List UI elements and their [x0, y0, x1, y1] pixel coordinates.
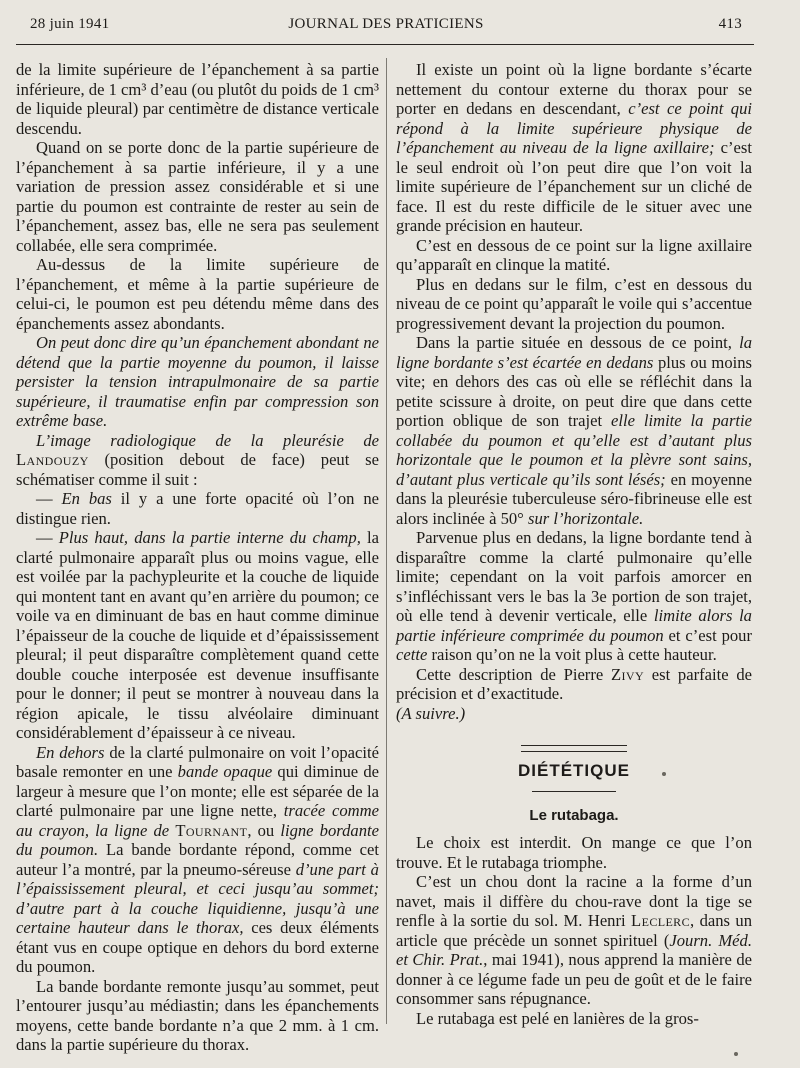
section-title: DIÉTÉTIQUE	[517, 761, 630, 780]
paragraph: C’est en dessous de ce point sur la ligne axillaire qu’apparaît en clinque la matité.	[396, 235, 752, 274]
italic-text: elle limite la partie collabée du poumon et qu’elle est d’autant plus horizontale que le poumon et la plèvre sont sains, d’autant plus verticale qu’ils sont lésés;	[396, 411, 753, 489]
text: de la clarté pulmonaire on voit l’opacité basale remonter en une	[16, 742, 379, 781]
italic-text: tracée comme au crayon, la ligne de	[16, 801, 379, 840]
paragraph	[16, 528, 379, 743]
italic-text: d’une part à l’épaississement pleural, et ceci jusqu’au sommet; d’autre part à la couche liquidienne, jusqu’à une certaine hauteur dans le thorax,	[16, 859, 379, 937]
italic-text: (A suivre.)	[396, 703, 466, 723]
text: qui diminue de largeur à mesure que l’on monte; elle est séparée de la clarté pulmonaire par une ligne nette,	[16, 762, 379, 820]
section-heading-block	[396, 745, 752, 825]
header-page-number: 413	[718, 16, 742, 32]
header-rule	[16, 44, 754, 45]
italic-text: En dehors	[36, 742, 105, 762]
text: il y a une forte opacité où l’on ne distingue rien.	[16, 489, 379, 528]
article-title: Le rutabaga.	[529, 806, 619, 824]
text: est parfaite de précision et d’exactitude.	[396, 664, 752, 703]
paragraph: Plus en dedans sur le film, c’est en dessous du niveau de ce point qu’apparaît le voile qui s’accentue progressivement devant la projection du poumon.	[396, 274, 752, 333]
paragraph	[396, 665, 752, 704]
text: raison qu’on ne la voit plus à cette hauteur.	[427, 645, 717, 664]
text: C’est un chou dont la racine a la forme d’un navet, mais il diffère du chou-rave dont la tige se renfle à la sortie du sol. M. Henri	[396, 872, 752, 930]
paragraph: Le choix est interdit. On mange ce que l’on trouve. Et le rutabaga triomphe.	[396, 833, 752, 872]
paragraph: Au-dessus de la limite supérieure de l’épanchement, et même à la partie supérieure de celui-ci, le poumon est peu détendu même dans des épanchements assez abondants.	[16, 255, 379, 333]
text: Dans la partie située en dessous de ce point,	[416, 333, 740, 352]
text: (position debout de face) peut se schématiser comme il suit :	[16, 450, 379, 489]
italic-text: Journ. Méd. et Chir. Prat.	[396, 930, 752, 969]
header-journal-title: JOURNAL DES PRATICIENS	[288, 16, 484, 32]
text: Cette description de Pierre	[416, 664, 611, 684]
paragraph: La bande bordante remonte jusqu’au sommet, peut l’entourer jusqu’au médiastin; dans les épanchements moyens, cette bande bordante n’a que 2 mm. à 1 cm. dans la partie supérieure du thorax.	[16, 976, 379, 1054]
paragraph	[396, 60, 752, 236]
italic-text: ligne bordante du poumon.	[16, 820, 379, 859]
paragraph: de la limite supérieure de l’épanchement à sa partie inférieure, de 1 cm³ d’eau (ou plutôt du poids de 1 cm³ de liquide pleural) par centimètre de distance verticale descendu.	[16, 60, 379, 138]
column-divider	[386, 58, 387, 1024]
page-header	[30, 16, 742, 36]
paragraph	[396, 333, 752, 528]
text: plus ou moins vite; en dehors des cas où elle se réfléchit dans la petite scissure à droite, on peut dire que dans cette portion oblique de son trajet	[396, 352, 752, 430]
right-column	[396, 60, 752, 1028]
double-rule	[521, 745, 627, 752]
paragraph	[396, 528, 752, 665]
italic-text: cette	[396, 645, 428, 664]
text: ces deux éléments étant vus en coupe optique en dehors du bord externe du poumon.	[16, 918, 379, 976]
paragraph	[16, 138, 379, 255]
print-speck	[734, 1052, 738, 1056]
left-column	[16, 60, 379, 1055]
text: Il existe un point où la ligne bordante s’écarte nettement du contour externe du thorax pour se porter en dedans en descendant,	[396, 60, 752, 118]
text: —	[36, 528, 59, 547]
author-name: Tournant	[175, 820, 248, 840]
section-rule	[532, 791, 616, 792]
author-name: Landouzy	[16, 450, 89, 469]
text: —	[36, 489, 62, 508]
text: à 50°	[489, 508, 528, 528]
header-date: 28 juin 1941	[30, 16, 110, 32]
text: , dans un article que précède un sonnet spirituel (	[396, 911, 752, 950]
italic-text: En bas	[61, 489, 112, 508]
paragraph	[16, 743, 379, 977]
text: en moyenne dans la pleurésie tuberculeuse séro-fibrineuse elle est alors inclinée	[396, 469, 752, 528]
text: et c’est pour	[663, 625, 752, 645]
italic-text: sur l’horizontale.	[527, 508, 644, 528]
to-be-continued	[396, 704, 752, 724]
italic-text: limite alors la partie inférieure comprimée du poumon	[396, 606, 752, 645]
paragraph-text: Quand on se porte donc de la partie supérieure de l’épanchement à sa partie inférieure, il y a une variation de pression assez considérable et si une partie du poumon est contrainte de rester au sein de l’épanchement, assez bas, elle ne sera pas seulement collabée, elle sera comprimée.	[16, 138, 379, 255]
print-speck	[662, 772, 666, 776]
italic-text: On peut donc dire qu’un épanchement abondant ne détend que la partie moyenne du poumon, il laisse persister la tension intrapulmonaire de sa partie supérieure, il traumatise enfin par compression son extrême base.	[16, 333, 379, 430]
italic-text: L’image radiologique de la pleurésie de	[36, 430, 379, 450]
author-name: Zivy	[610, 664, 645, 684]
text: c’est le seul endroit où l’on peut dire que l’on voit la limite supérieure de l’épanchement sur un cliché de face. Il est du reste difficile de le situer avec une grande précision en hauteur.	[396, 138, 752, 235]
italic-text: c’est ce point qui répond à la limite supérieure physique de l’épanchement au niveau de la ligne axillaire;	[396, 99, 752, 157]
paragraph	[16, 431, 379, 490]
paragraph	[396, 872, 752, 1009]
text: la clarté pulmonaire apparaît plus ou moins vague, elle est voilée par la pachypleurite et la couche de liquide qui montent tant en avant qu’en arrière du poumon; ce voile va en diminuant de bas en haut comme diminue l’épaisseur de la couche de liquide et d’épaississement pleural; il peut disparaître complètement quand cette double couche interposée est devenue insuffisante pour le donner; il peut se montrer à nouveau dans la région apicale, le tissu alvéolaire diminuant considérablement d’épaisseur à ce niveau.	[16, 528, 379, 742]
text: Parvenue plus en dedans, la ligne bordante tend à disparaître comme la clarté pulmonaire qu’elle limite; cependant on la voit parfois amorcer en s’infléchissant vers le bas la 3e portion de son trajet, où elle tend à devenir verticale, elle	[396, 528, 752, 625]
paragraph	[16, 489, 379, 528]
text: , ou	[247, 820, 281, 840]
italic-text: la ligne bordante s’est écartée en dedans	[396, 333, 752, 372]
author-name: Leclerc	[631, 911, 690, 930]
italic-text: bande opaque	[177, 762, 273, 781]
text: La bande bordante répond, comme cet auteur l’a montré, par la pneumo-séreuse	[16, 840, 380, 879]
paragraph: Le rutabaga est pelé en lanières de la gros-	[416, 1008, 699, 1028]
italic-text: Plus haut, dans la partie interne du champ,	[58, 528, 361, 547]
paragraph-italic	[16, 333, 379, 431]
text: , mai 1941), nous apprend la manière de donner à ce légume fade un peu de goût et de le faire consommer sans répugnance.	[396, 950, 752, 1008]
